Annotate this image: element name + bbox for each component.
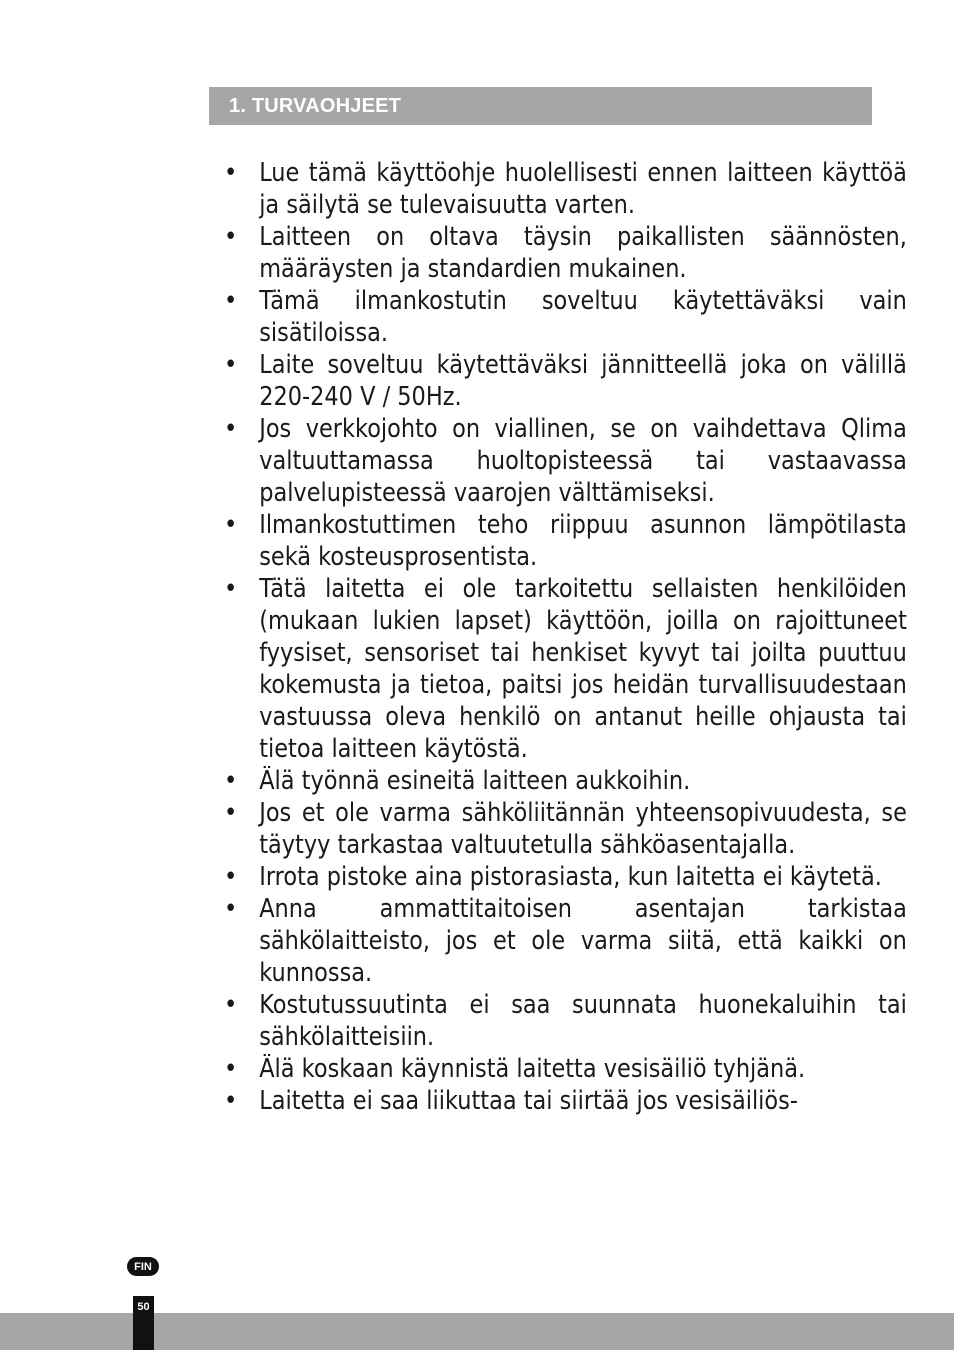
- list-item: [224, 1085, 907, 1117]
- list-item-text: Lue tämä käyttöohje huolellisesti ennen laitteen käyttöä ja säilytä se tulevaisuutta varten.: [259, 158, 907, 220]
- list-item: [224, 765, 907, 797]
- list-item-text: Irrota pistoke aina pistorasiasta, kun laitetta ei käytetä.: [259, 862, 882, 892]
- list-item: [224, 989, 907, 1053]
- list-item-text: Tätä laitetta ei ole tarkoitettu sellaisten henkilöiden (mukaan lukien lapset) käyttöön, joilla on rajoittuneet fyysiset, sensoriset tai henkiset kyvyt tai joilta puuttuu kokemusta ja tietoa, paitsi jos heidän turvallisuudestaan vastuussa oleva henkilö on antanut heille ohjausta tai tietoa laitteen käytöstä.: [259, 574, 907, 764]
- list-item-text: Älä työnnä esineitä laitteen aukkoihin.: [259, 766, 691, 796]
- list-item: [224, 349, 907, 413]
- list-item-text: Laite soveltuu käytettäväksi jännitteellä joka on välillä 220-240 V / 50Hz.: [259, 350, 907, 412]
- section-title: 1. TURVAOHJEET: [229, 94, 402, 117]
- list-item: [224, 573, 907, 765]
- bullet-icon: •: [224, 798, 238, 828]
- list-item-text: Tämä ilmankostutin soveltuu käytettäväksi vain sisätiloissa.: [259, 286, 907, 348]
- bullet-icon: •: [224, 510, 238, 540]
- list-item-text: Jos verkkojohto on viallinen, se on vaihdettava Qlima valtuuttamassa huoltopisteessä tai vastaavassa palvelupisteessä vaarojen välttämiseksi.: [259, 414, 907, 508]
- list-item: [224, 285, 907, 349]
- section-header-bar: [209, 87, 872, 125]
- bullet-icon: •: [224, 894, 238, 924]
- bullet-icon: •: [224, 222, 238, 252]
- list-item: [224, 861, 907, 893]
- list-item: [224, 221, 907, 285]
- bullet-icon: •: [224, 158, 238, 188]
- bullet-icon: •: [224, 286, 238, 316]
- bullet-icon: •: [224, 1054, 238, 1084]
- bullet-icon: •: [224, 574, 238, 604]
- list-item: [224, 797, 907, 861]
- bullet-icon: •: [224, 862, 238, 892]
- list-item: [224, 157, 907, 221]
- language-badge: FIN: [127, 1257, 159, 1276]
- list-item-text: Kostutussuutinta ei saa suunnata huonekaluihin tai sähkölaitteisiin.: [259, 990, 907, 1052]
- safety-instructions-list: [224, 157, 907, 1117]
- list-item: [224, 893, 907, 989]
- bullet-icon: •: [224, 766, 238, 796]
- list-item-text: Anna ammattitaitoisen asentajan tarkistaa sähkölaitteisto, jos et ole varma siitä, että kaikki on kunnossa.: [259, 894, 907, 988]
- page-number: 50: [137, 1301, 150, 1313]
- list-item-text: Älä koskaan käynnistä laitetta vesisäiliö tyhjänä.: [259, 1054, 806, 1084]
- list-item: [224, 509, 907, 573]
- list-item: [224, 1053, 907, 1085]
- list-item-text: Laitetta ei saa liikuttaa tai siirtää jos vesisäiliös-: [259, 1086, 798, 1116]
- bullet-icon: •: [224, 1086, 238, 1116]
- list-item-text: Laitteen on oltava täysin paikallisten säännösten, määräysten ja standardien mukainen.: [259, 222, 907, 284]
- list-item-text: Jos et ole varma sähköliitännän yhteensopivuudesta, se täytyy tarkastaa valtuutetulla sähköasentajalla.: [259, 798, 907, 860]
- bullet-icon: •: [224, 414, 238, 444]
- bullet-icon: •: [224, 990, 238, 1020]
- list-item: [224, 413, 907, 509]
- bullet-icon: •: [224, 350, 238, 380]
- list-item-text: Ilmankostuttimen teho riippuu asunnon lämpötilasta sekä kosteusprosentista.: [259, 510, 907, 572]
- page-number-tab: [133, 1296, 154, 1350]
